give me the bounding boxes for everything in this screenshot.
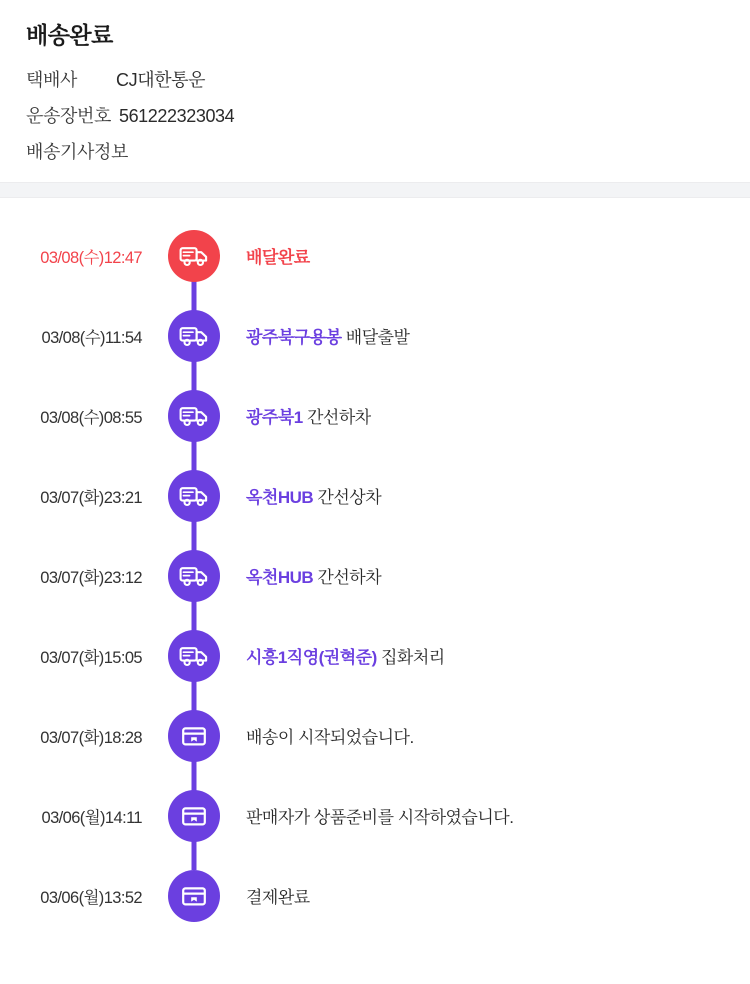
timeline-row	[0, 696, 750, 776]
timeline-place: 옥천HUB	[246, 568, 314, 588]
carrier-value: CJ대한통운	[116, 69, 206, 90]
timeline-label	[228, 803, 513, 828]
timeline-action: 배송이 시작되었습니다.	[246, 728, 414, 748]
timeline-timestamp: 03/07(화)18:28	[40, 728, 142, 747]
timeline-action: 배달출발	[345, 328, 410, 348]
timeline-timestamp: 03/08(수)08:55	[40, 408, 142, 427]
box-icon	[168, 870, 220, 922]
timeline-node	[160, 550, 228, 602]
timeline-row	[0, 296, 750, 376]
tracking-number-label: 운송장번호	[26, 105, 111, 126]
carrier-label: 택배사	[26, 69, 77, 90]
tracking-header	[0, 0, 750, 182]
timeline-place: 광주북구용봉	[246, 328, 342, 348]
timeline-row	[0, 856, 750, 936]
timeline-label	[228, 723, 414, 748]
timeline-timestamp: 03/07(화)15:05	[40, 648, 142, 667]
driver-info-label[interactable]: 배송기사정보	[26, 141, 128, 162]
timeline-timestamp: 03/07(화)23:21	[40, 488, 142, 507]
timeline-label	[228, 243, 310, 268]
timeline-node	[160, 630, 228, 682]
timeline-row	[0, 616, 750, 696]
timeline-action: 결제완료	[246, 888, 310, 908]
timeline-place: 옥천HUB	[246, 488, 314, 508]
timeline-action: 간선상차	[317, 488, 382, 508]
timeline-node	[160, 230, 228, 282]
tracking-number-row	[26, 102, 724, 128]
timeline-action: 집화처리	[380, 648, 445, 668]
timeline-action: 간선하차	[306, 408, 371, 428]
tracking-number-value: 561222323034	[118, 105, 235, 126]
page-title: 배송완료	[26, 22, 113, 48]
timeline-label	[228, 483, 381, 508]
timeline-label	[228, 563, 381, 588]
timeline-action: 간선하차	[317, 568, 382, 588]
truck-icon	[168, 470, 220, 522]
timeline-row	[0, 376, 750, 456]
timeline-timestamp: 03/07(화)23:12	[40, 568, 142, 587]
timeline-place: 시흥1직영(권혁준)	[246, 648, 377, 668]
timeline-label	[228, 323, 409, 348]
timeline-timestamp: 03/08(수)11:54	[41, 328, 142, 347]
truck-icon	[168, 310, 220, 362]
timeline-action: 배달완료	[246, 248, 310, 268]
truck-icon	[168, 550, 220, 602]
truck-icon	[168, 390, 220, 442]
truck-icon	[168, 230, 220, 282]
timeline-timestamp: 03/06(월)14:11	[41, 808, 142, 827]
delivery-timeline	[0, 198, 750, 956]
timeline-timestamp: 03/06(월)13:52	[40, 888, 142, 907]
box-icon	[168, 790, 220, 842]
timeline-node	[160, 390, 228, 442]
section-divider	[0, 182, 750, 198]
timeline-node	[160, 310, 228, 362]
timeline-node	[160, 870, 228, 922]
timeline-action: 판매자가 상품준비를 시작하였습니다.	[246, 808, 514, 828]
timeline-row	[0, 776, 750, 856]
timeline-row	[0, 216, 750, 296]
carrier-row	[26, 66, 724, 92]
box-icon	[168, 710, 220, 762]
timeline-node	[160, 470, 228, 522]
timeline-place: 광주북1	[246, 408, 303, 428]
timeline-label	[228, 403, 371, 428]
timeline-node	[160, 710, 228, 762]
timeline-row	[0, 456, 750, 536]
timeline-label	[228, 643, 445, 668]
timeline-label	[228, 883, 310, 908]
timeline-node	[160, 790, 228, 842]
truck-icon	[168, 630, 220, 682]
timeline-timestamp: 03/08(수)12:47	[40, 248, 142, 267]
timeline-row	[0, 536, 750, 616]
